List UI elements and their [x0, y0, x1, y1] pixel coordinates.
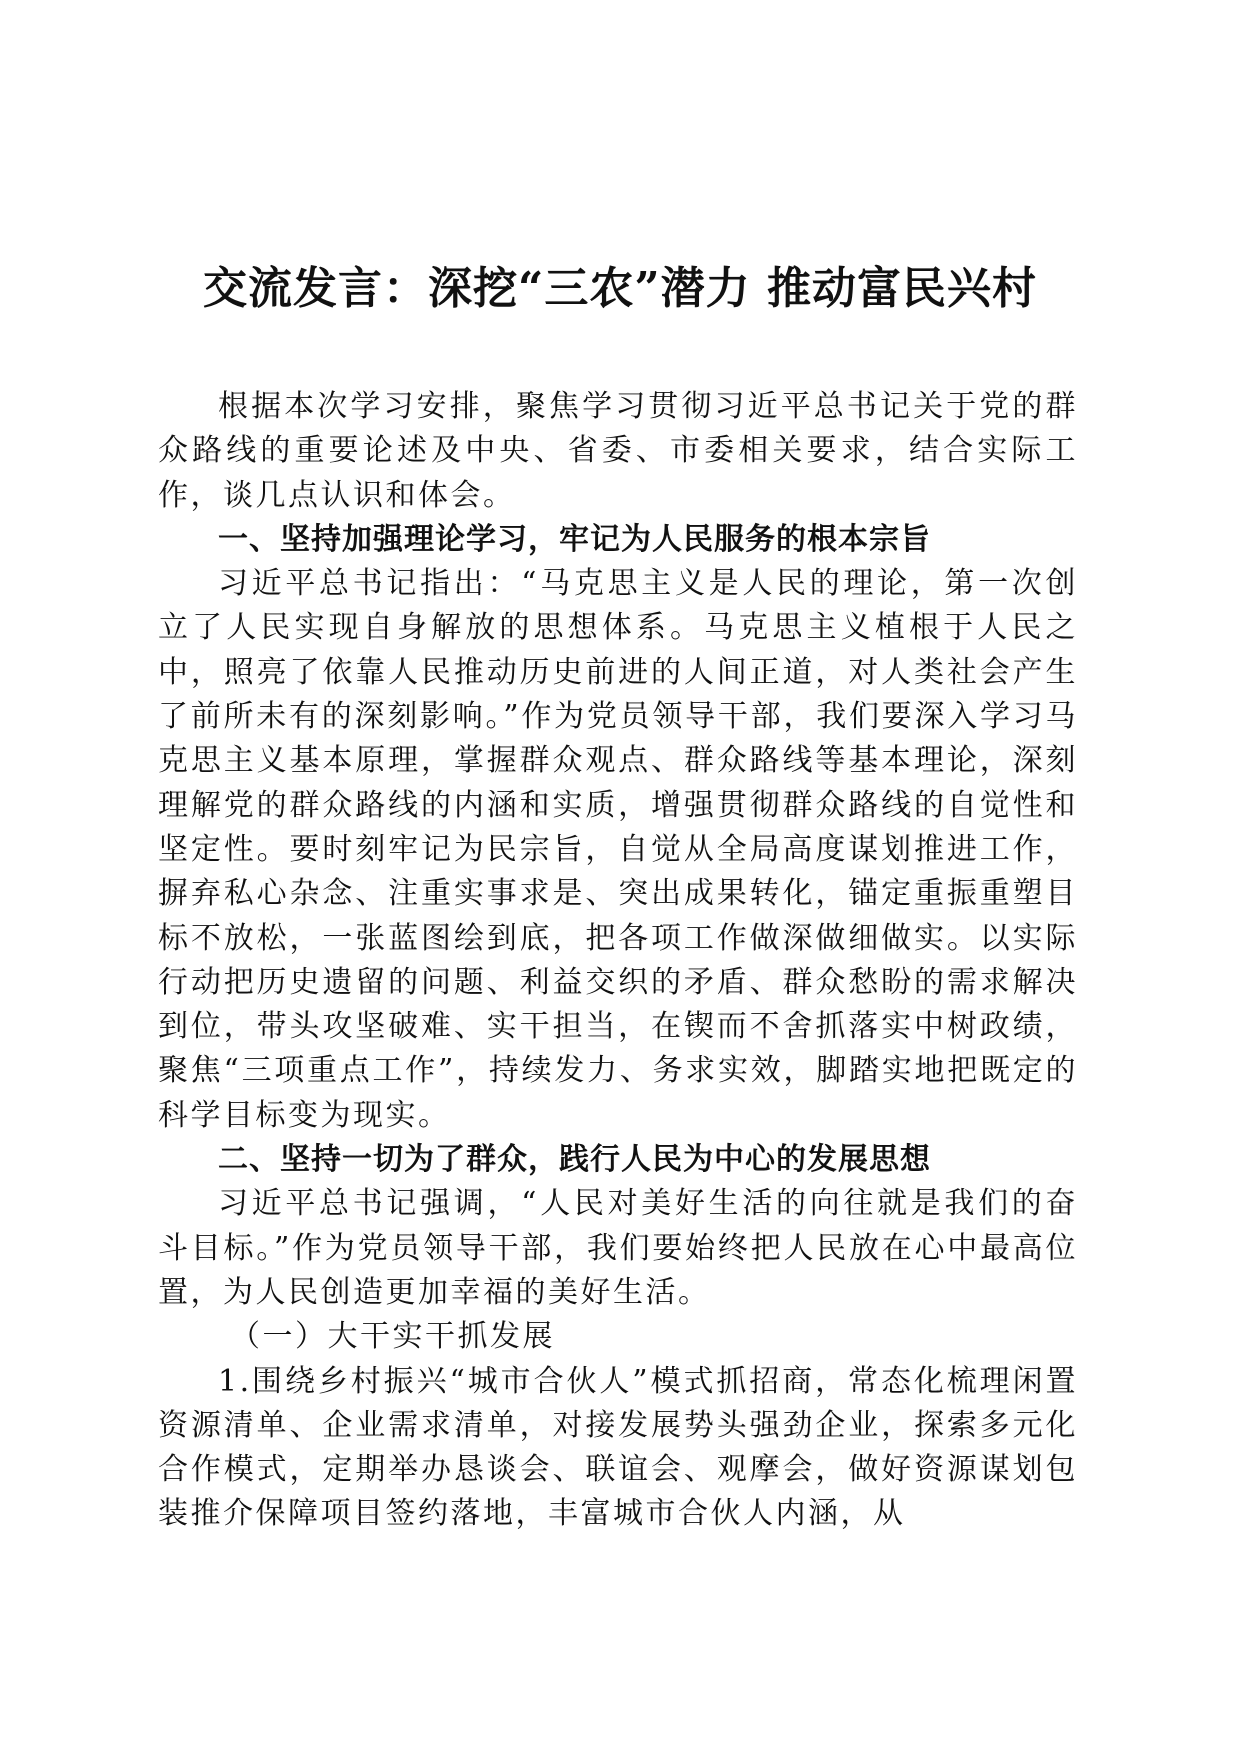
section-2-paragraph: 习近平总书记强调，“人民对美好生活的向往就是我们的奋斗目标。”作为党员领导干部，我们要始终把人民放在心中最高位置，为人民创造更加幸福的美好生活。: [158, 1186, 1078, 1310]
section-1-heading: 一、坚持加强理论学习，牢记为人民服务的根本宗旨: [218, 521, 931, 557]
section-1-paragraph: 习近平总书记指出：“马克思主义是人民的理论，第一次创立了人民实现自身解放的思想体系。马克思主义植根于人民之中，照亮了依靠人民推动历史前进的人间正道，对人类社会产生了前所未有的深刻影响。”作为党员领导干部，我们要深入学习马克思主义基本原理，掌握群众观点、群众路线等基本理论，深刻理解党的群众路线的内涵和实质，增强贯彻群众路线的自觉性和坚定性。要时刻牢记为民宗旨，自觉从全局高度谋划推进工作，摒弃私心杂念、注重实事求是、突出成果转化，锚定重振重塑目标不放松，一张蓝图绘到底，把各项工作做深做细做实。以实际行动把历史遗留的问题、利益交织的矛盾、群众愁盼的需求解决到位，带头攻坚破难、实干担当，在锲而不舍抓落实中树政绩，聚焦“三项重点工作”，持续发力、务求实效，脚踏实地把既定的科学目标变为现实。: [158, 566, 1078, 1133]
section-2-heading: 二、坚持一切为了群众，践行人民为中心的发展思想: [218, 1142, 931, 1178]
document-title: 交流发言：深挖“三农”潜力 推动富民兴村: [203, 263, 1037, 315]
document-body: [158, 385, 1078, 1537]
intro-paragraph: 根据本次学习安排，聚焦学习贯彻习近平总书记关于党的群众路线的重要论述及中央、省委、市委相关要求，结合实际工作，谈几点认识和体会。: [158, 389, 1078, 513]
subsection-1-heading: （一）大干实干抓发展: [230, 1319, 555, 1355]
item-1-paragraph: 1.围绕乡村振兴“城市合伙人”模式抓招商，常态化梳理闲置资源清单、企业需求清单，对接发展势头强劲企业，探索多元化合作模式，定期举办恳谈会、联谊会、观摩会，做好资源谋划包装推介保障项目签约落地，丰富城市合伙人内涵，从: [158, 1363, 1078, 1532]
